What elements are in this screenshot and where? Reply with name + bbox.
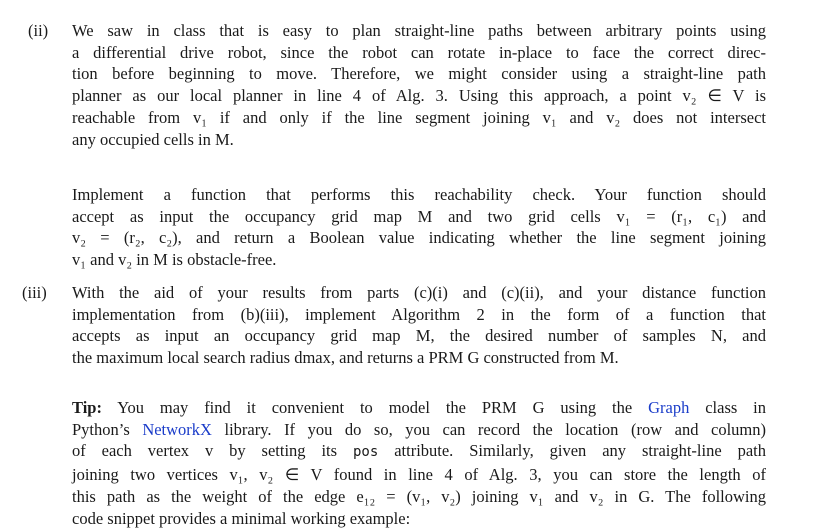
tip-line-2 [72,419,766,441]
tip-line-3 [72,440,766,464]
tip-paragraph [72,397,766,529]
item-ii-paragraph-1 [72,20,766,150]
tip-line-4: joining two vertices v₁, v₂ ∈ V found in line 4 of Alg. 3, you can store the length of [72,465,766,485]
tip-line-3-head: of each vertex v by setting its [72,441,338,461]
tip-line-1 [72,397,766,419]
tip-line-2-head: Python’s [72,419,130,439]
tip-line-1-text: You may find it convenient to model the PRM G using the [117,398,633,417]
item-ii-p2-line-1: Implement a function that performs this reachability check. Your function should [72,185,766,204]
item-iii-p1-line-1: With the aid of your results from parts (c)(i) and (c)(ii), and your distance function [72,283,766,302]
tip-label: Tip: [72,398,102,417]
item-ii-p1-line-1: We saw in class that is easy to plan straight-line paths between arbitrary points using [72,21,766,40]
item-ii-p1-line-2: a differential drive robot, since the robot can rotate in-place to face the correct direc- [72,42,766,62]
tip-line-2-tail: library. If you do so, you can record the location (row and column) [224,419,766,439]
networkx-link[interactable]: NetworkX [142,419,212,439]
item-iii-label: (iii) [22,283,47,302]
tip-line-5: this path as the weight of the edge e₁₂ = (v₁, v₂) joining v₁ and v₂ in G. The following [72,486,766,506]
item-ii-p2-line-4: v₁ and v₂ in M is obstacle-free. [72,250,277,270]
item-ii-p2-line-3: v₂ = (r₂, c₂), and return a Boolean value indicating whether the line segment joining [72,228,766,248]
tip-line-1-tail: class in [705,398,767,417]
item-ii-paragraph-2 [72,184,766,271]
item-ii-p1-line-5: reachable from v₁ if and only if the line segment joining v₁ and v₂ does not intersect [72,107,766,127]
item-ii-p2-line-2: accept as input the occupancy grid map M and two grid cells v₁ = (r₁, c₁) and [72,206,766,226]
item-ii-p1-line-4: planner as our local planner in line 4 of Alg. 3. Using this approach, a point v₂ ∈ V is [72,86,766,106]
tip-line-3-tail: attribute. Similarly, given any straight-line path [394,441,766,461]
tip-line-6: code snippet provides a minimal working example: [72,508,411,528]
item-iii-p1-line-4: the maximum local search radius dmax, and returns a PRM G constructed from M. [72,348,619,368]
item-iii-p1-line-2: implementation from (b)(iii), implement Algorithm 2 in the form of a function that [72,304,766,324]
item-ii-p1-line-3: tion before beginning to move. Therefore, we might consider using a straight-line path [72,64,766,84]
pos-code: pos [352,444,379,461]
item-ii-label: (ii) [28,21,49,40]
item-ii-p1-line-6: any occupied cells in M. [72,129,234,149]
item-iii-p1-line-3: accepts as input an occupancy grid map M, the desired number of samples N, and [72,326,766,346]
item-iii-paragraph-1 [72,282,766,369]
graph-link[interactable]: Graph [648,398,690,417]
